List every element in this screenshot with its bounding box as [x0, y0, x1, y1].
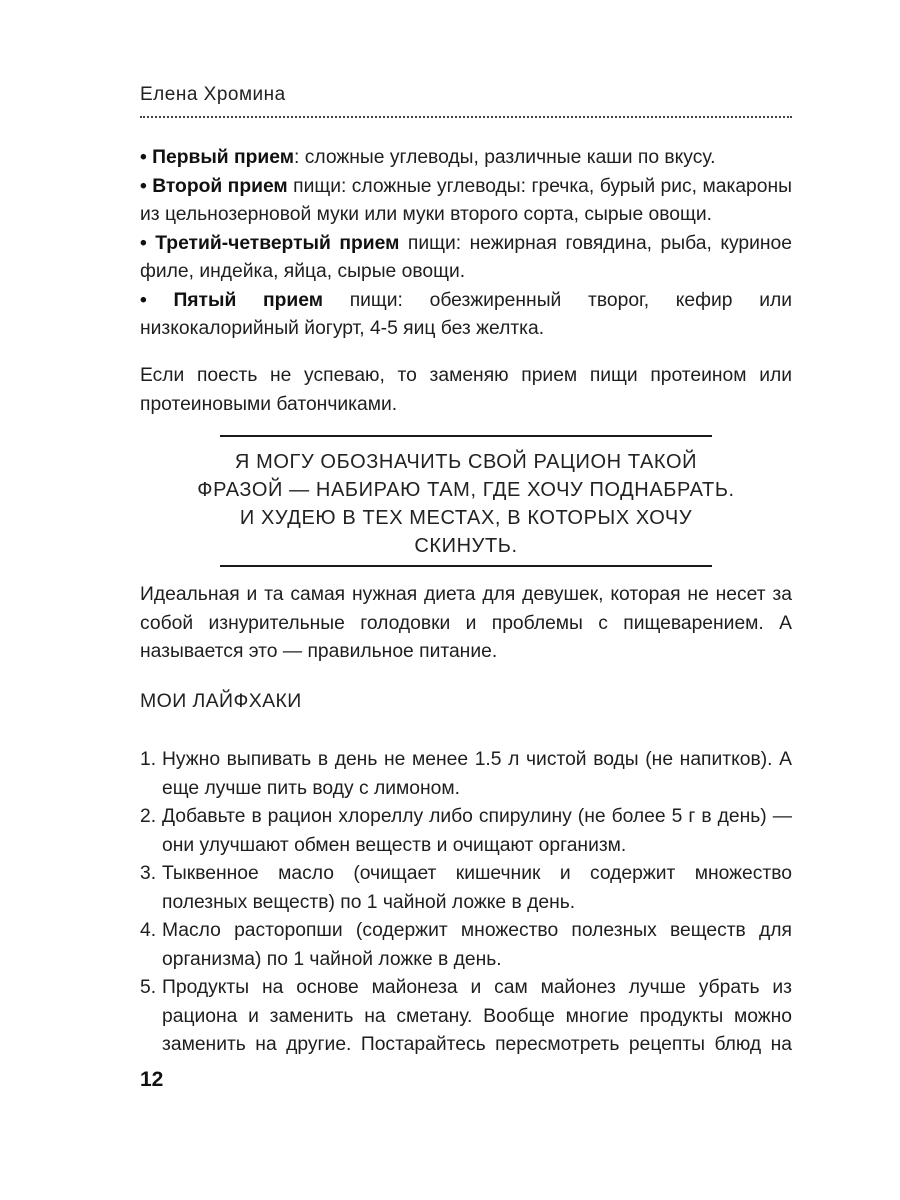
page-number: 12	[140, 1068, 164, 1091]
list-item-text: Тыквенное масло (очищает кишечник и содержит множество полезных веществ) по 1 чайной ложке в день.	[162, 863, 792, 913]
list-item	[140, 974, 792, 1060]
running-header-author: Елена Хромина	[140, 84, 286, 105]
pull-quote	[180, 448, 752, 560]
list-item	[140, 860, 792, 917]
header-dotted-divider	[140, 116, 792, 118]
pull-quote-line: Я МОГУ ОБОЗНАЧИТЬ СВОЙ РАЦИОН ТАКОЙ	[234, 451, 698, 473]
list-item-text: Нужно выпивать в день не менее 1.5 л чистой воды (не напитков). А еще лучше пить воду с лимоном.	[162, 749, 792, 799]
meal-item-text: пищи: нежирная говядина, рыба, куриное филе, индейка, яйца, сырые овощи.	[140, 232, 793, 282]
meal-item-label: • Третий-четвертый прием	[140, 232, 400, 254]
list-item-text: Продукты на основе майонеза и сам майонез лучше убрать из рациона и заменить на сметану. Вообще многие продукты можно заменить на другие. Постарайтесь пересмотреть рецепты блюд на	[162, 977, 792, 1055]
body-paragraph-protein: Если поесть не успеваю, то заменяю прием пищи протеином или протеиновыми батончиками.	[140, 365, 792, 415]
meal-plan-list	[140, 144, 792, 344]
list-item-number: 4.	[140, 920, 157, 941]
meal-item	[140, 287, 792, 344]
meal-item	[140, 144, 792, 173]
pull-quote-line: СКИНУТЬ.	[414, 535, 518, 557]
pull-quote-line: ФРАЗОЙ — НАБИРАЮ ТАМ, ГДЕ ХОЧУ ПОДНАБРАТЬ.	[197, 479, 735, 501]
list-item-number: 5.	[140, 977, 157, 998]
list-item-number: 3.	[140, 863, 157, 884]
meal-item-text: : сложные углеводы, различные каши по вкусу.	[294, 147, 716, 168]
list-item	[140, 803, 792, 860]
pull-quote-bottom-rule	[220, 565, 712, 567]
meal-item-label: • Первый прием	[140, 147, 295, 168]
list-item-number: 1.	[140, 749, 157, 770]
list-item-number: 2.	[140, 806, 157, 827]
list-item	[140, 917, 792, 974]
meal-item-label: • Второй прием	[140, 175, 288, 197]
section-heading: МОИ ЛАЙФХАКИ	[140, 690, 302, 712]
lifehacks-list	[140, 746, 792, 1060]
meal-item-text: пищи: обезжиренный творог, кефир или низкокалорийный йогурт, 4-5 яиц без желтка.	[140, 289, 792, 339]
pull-quote-top-rule	[220, 435, 712, 437]
list-item-text: Масло расторопши (содержит множество полезных веществ для организма) по 1 чайной ложке в день.	[162, 920, 792, 970]
body-paragraph-diet: Идеальная и та самая нужная диета для девушек, которая не несет за собой изнурительные голодовки и проблемы с пищеварением. А называется это — правильное питание.	[140, 584, 792, 662]
meal-item-label: • Пятый прием	[140, 289, 324, 311]
list-item-text: Добавьте в рацион хлореллу либо спирулину (не более 5 г в день) — они улучшают обмен веществ и очищают организм.	[162, 806, 792, 856]
pull-quote-line: И ХУДЕЮ В ТЕХ МЕСТАХ, В КОТОРЫХ ХОЧУ	[239, 507, 693, 529]
meal-item	[140, 230, 792, 287]
list-item	[140, 746, 792, 803]
meal-item-text: пищи: сложные углеводы: гречка, бурый рис, макароны из цельнозерновой муки или муки второго сорта, сырые овощи.	[140, 175, 792, 225]
meal-item	[140, 173, 792, 230]
